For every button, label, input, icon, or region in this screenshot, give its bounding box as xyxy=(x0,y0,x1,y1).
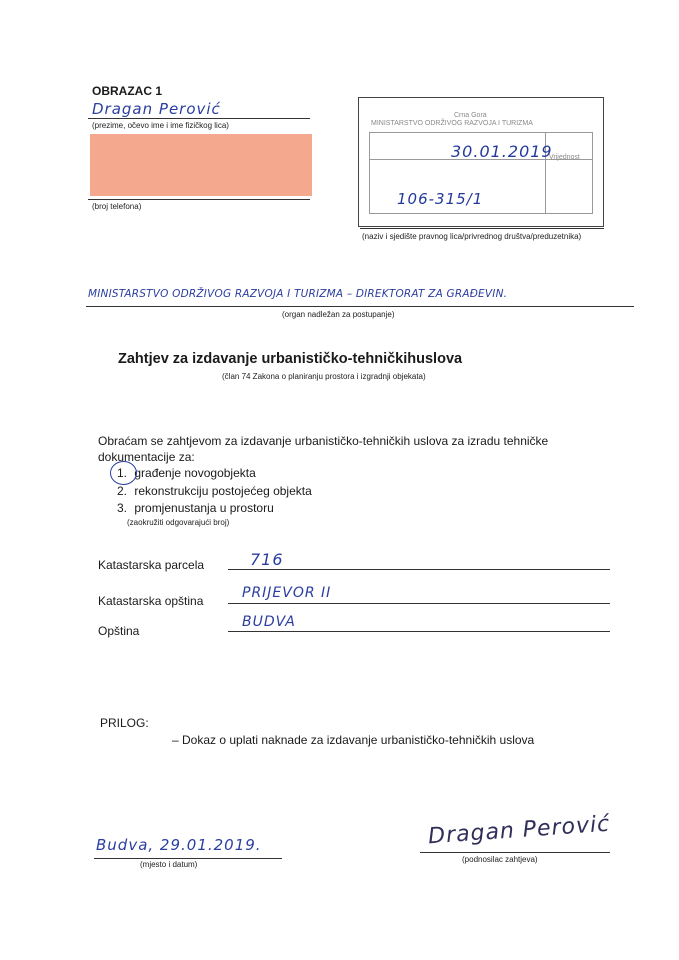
intro-line-2: dokumentacije za: xyxy=(98,450,195,464)
option-text: rekonstrukciju postojećeg objekta xyxy=(134,484,312,498)
field-value-municipality: BUDVA xyxy=(242,614,296,630)
signature-label: (podnosilac zahtjeva) xyxy=(462,855,538,864)
phone-line xyxy=(88,199,310,200)
option-number: 2. xyxy=(117,484,128,498)
option-item xyxy=(117,501,274,515)
place-date-line xyxy=(94,858,282,859)
applicant-name-line xyxy=(88,118,310,119)
stamp-number: 106-315/1 xyxy=(397,190,484,208)
authority-name: MINISTARSTVO ODRŽIVOG RAZVOJA I TURIZMA – DIREKTORAT ZA GRAĐEVIN. xyxy=(88,288,508,300)
field-value-parcel: 716 xyxy=(250,550,284,569)
stamp-date: 30.01.2019 xyxy=(451,142,553,161)
document-title: Zahtjev za izdavanje urbanističko-tehničkihuslova xyxy=(118,351,463,367)
redacted-area xyxy=(90,134,312,196)
option-item xyxy=(117,484,312,498)
document-subtitle: (član 74 Zakona o planiranju prostora i izgradnji objekata) xyxy=(222,372,426,381)
attachment-item: – Dokaz o uplati naknade za izdavanje urbanističko-tehničkih uslova xyxy=(172,733,535,747)
attachment-title: PRILOG: xyxy=(100,716,149,730)
registry-stamp xyxy=(358,97,604,227)
authority-line xyxy=(86,306,634,307)
option-text: građenje novogobjekta xyxy=(134,466,256,480)
field-label-cadastral-municipality: Katastarska opština xyxy=(98,594,204,608)
signature: Dragan Perović xyxy=(427,811,612,850)
option-number: 3. xyxy=(117,501,128,515)
stamp-line1: Crna Gora xyxy=(454,112,487,119)
field-line-cadastral-municipality xyxy=(228,603,610,604)
company-label: (naziv i sjedište pravnog lica/privrednog društva/preduzetnika) xyxy=(362,232,582,241)
field-line-parcel xyxy=(228,569,610,570)
field-label-parcel: Katastarska parcela xyxy=(98,558,205,572)
field-value-cadastral-municipality: PRIJEVOR II xyxy=(242,585,332,601)
intro-line-1: Obraćam se zahtjevom za izdavanje urbanističko-tehničkih uslova za izradu tehničke xyxy=(98,434,549,448)
company-line xyxy=(360,228,604,229)
applicant-name: Dragan Perović xyxy=(92,100,221,118)
place-date: Budva, 29.01.2019. xyxy=(96,836,262,854)
selection-circle xyxy=(110,461,137,485)
stamp-right-label: Vrijednost xyxy=(549,154,580,161)
authority-label: (organ nadležan za postupanje) xyxy=(282,310,395,319)
phone-label: (broj telefona) xyxy=(92,202,142,211)
option-item xyxy=(117,466,256,480)
signature-line xyxy=(420,852,610,853)
stamp-line2: MINISTARSTVO ODRŽIVOG RAZVOJA I TURIZMA xyxy=(371,120,533,127)
applicant-name-label: (prezime, očevo ime i ime fizičkog lica) xyxy=(92,121,229,130)
form-number: OBRAZAC 1 xyxy=(92,84,163,98)
field-line-municipality xyxy=(228,631,610,632)
place-date-label: (mjesto i datum) xyxy=(140,860,198,869)
options-note: (zaokružiti odgovarajući broj) xyxy=(127,518,230,527)
option-text: promjenustanja u prostoru xyxy=(134,501,274,515)
option-number: 1. xyxy=(117,466,128,480)
field-label-municipality: Opština xyxy=(98,624,140,638)
